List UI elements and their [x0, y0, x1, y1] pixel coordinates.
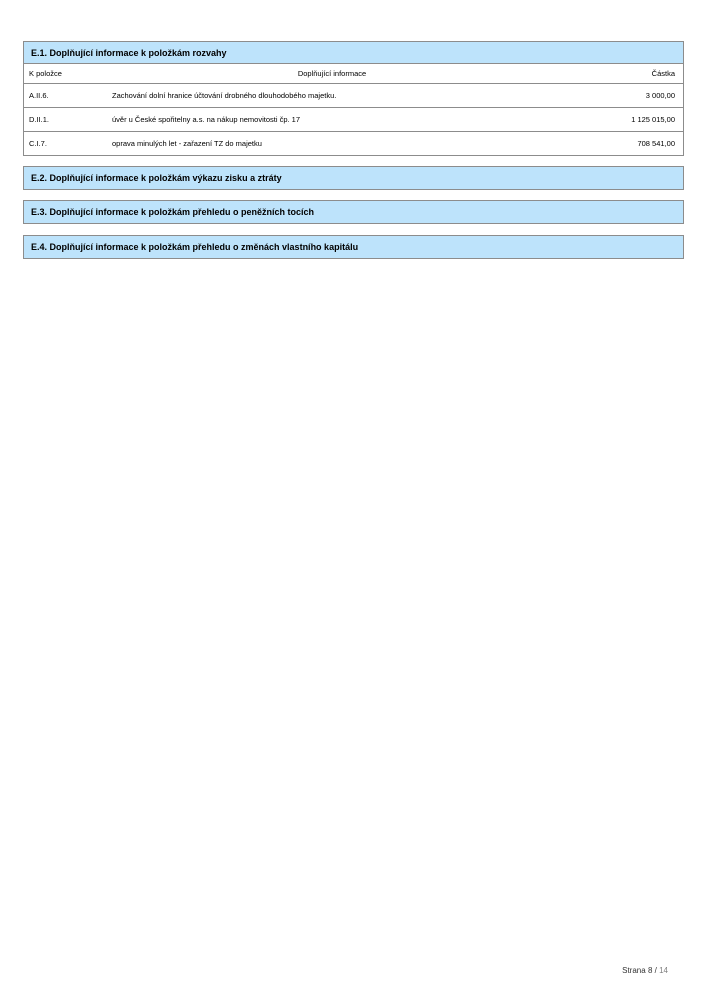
page-separator: /	[654, 966, 657, 975]
section-e3-title: E.3. Doplňující informace k položkám přehledu o peněžních tocích	[24, 201, 683, 223]
section-e4	[23, 235, 684, 259]
row-description: úvěr u České spořitelny a.s. na nákup nemovitosti čp. 17	[112, 115, 301, 124]
row-amount: 1 125 015,00	[631, 115, 675, 124]
section-e1-title: E.1. Doplňující informace k položkám rozvahy	[24, 42, 683, 64]
table-row	[24, 108, 683, 132]
section-e2-title: E.2. Doplňující informace k položkám výkazu zisku a ztráty	[24, 167, 683, 189]
page-number-footer	[622, 966, 668, 975]
row-amount: 708 541,00	[637, 139, 675, 148]
row-code: A.II.6.	[29, 91, 49, 100]
table-row	[24, 132, 683, 156]
row-description: oprava minulých let - zařazení TZ do majetku	[112, 139, 262, 148]
section-e2	[23, 166, 684, 190]
total-pages: 14	[659, 966, 668, 975]
balance-sheet-info-table	[24, 64, 683, 155]
column-header-description: Doplňující informace	[297, 69, 367, 78]
column-header-code: K položce	[29, 69, 62, 78]
table-header-row	[24, 64, 683, 84]
table-row	[24, 84, 683, 108]
row-amount: 3 000,00	[645, 91, 675, 100]
row-code: C.I.7.	[29, 139, 47, 148]
section-e1	[23, 41, 684, 156]
row-code: D.II.1.	[29, 115, 50, 124]
section-e4-title: E.4. Doplňující informace k položkám přehledu o změnách vlastního kapitálu	[24, 236, 683, 258]
current-page: 8	[647, 966, 653, 975]
page-label: Strana	[622, 966, 646, 975]
column-header-amount: Částka	[651, 69, 675, 78]
row-description: Zachování dolní hranice účtování drobného dlouhodobého majetku.	[112, 91, 337, 100]
section-e3	[23, 200, 684, 224]
